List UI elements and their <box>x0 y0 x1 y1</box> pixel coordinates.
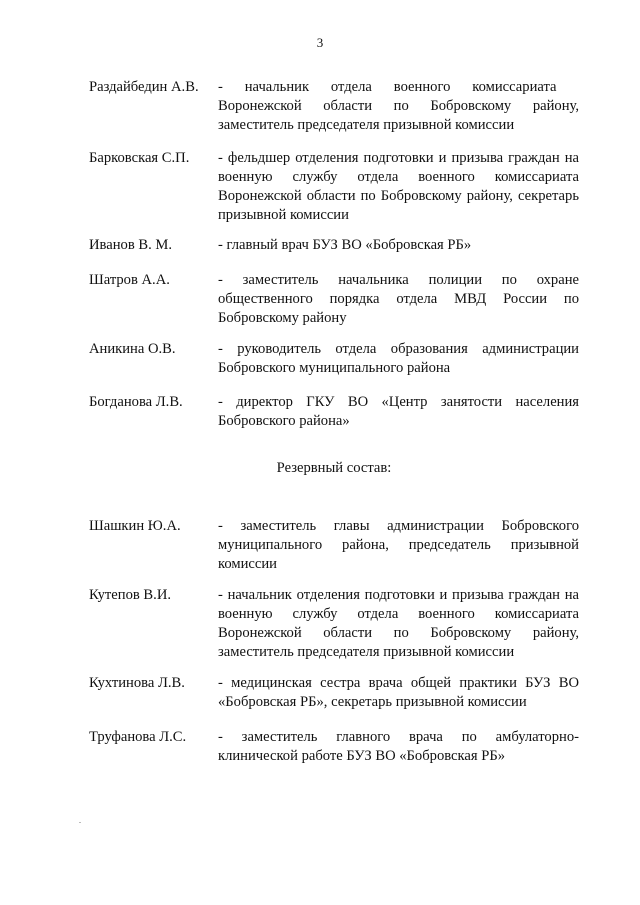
reserve-member-name: Кухтинова Л.В. <box>89 675 185 691</box>
reserve-member-role: - заместитель главы администрации Бобровского муниципального района, председатель призывной комиссии <box>218 518 579 572</box>
member-role-line: Воронежской области по Бобровскому району, заместитель председателя призывной комиссии <box>218 98 579 133</box>
member-role: - главный врач БУЗ ВО «Бобровская РБ» <box>218 237 472 253</box>
member-name: Богданова Л.В. <box>89 394 183 410</box>
member-role: - директор ГКУ ВО «Центр занятости населения Бобровского района» <box>218 394 579 429</box>
member-role: - фельдшер отделения подготовки и призыва граждан на военную службу отдела военного комиссариата Воронежской области по Бобровскому району, секретарь призывной комиссии <box>218 150 579 223</box>
reserve-section-title: Резервный состав: <box>276 460 392 476</box>
reserve-member-name: Кутепов В.И. <box>89 587 172 603</box>
member-name: Барковская С.П. <box>89 150 190 166</box>
scan-speck <box>79 822 81 823</box>
page-number: 3 <box>316 35 324 50</box>
reserve-member-role: - медицинская сестра врача общей практики БУЗ ВО «Бобровская РБ», секретарь призывной комиссии <box>218 675 579 710</box>
reserve-member-name: Труфанова Л.С. <box>89 729 187 745</box>
reserve-member-role: - начальник отделения подготовки и призыва граждан на военную службу отдела военного комиссариата Воронежской области по Бобровскому району, заместитель председателя призывной комиссии <box>218 587 579 660</box>
member-role <box>218 78 579 135</box>
member-name: Иванов В. М. <box>89 237 173 253</box>
member-role: - заместитель начальника полиции по охране общественного порядка отдела МВД России по Бобровскому району <box>218 272 579 326</box>
member-name: Аникина О.В. <box>89 341 176 357</box>
member-role-line: - начальник отдела военного комиссариата <box>218 79 557 95</box>
reserve-member-name: Шашкин Ю.А. <box>89 518 181 534</box>
member-name: Шатров А.А. <box>89 272 170 288</box>
member-name: Раздайбедин А.В. <box>89 79 199 95</box>
member-role: - руководитель отдела образования администрации Бобровского муниципального района <box>218 341 579 376</box>
reserve-member-role: - заместитель главного врача по амбулаторно-клинической работе БУЗ ВО «Бобровская РБ» <box>218 729 579 764</box>
